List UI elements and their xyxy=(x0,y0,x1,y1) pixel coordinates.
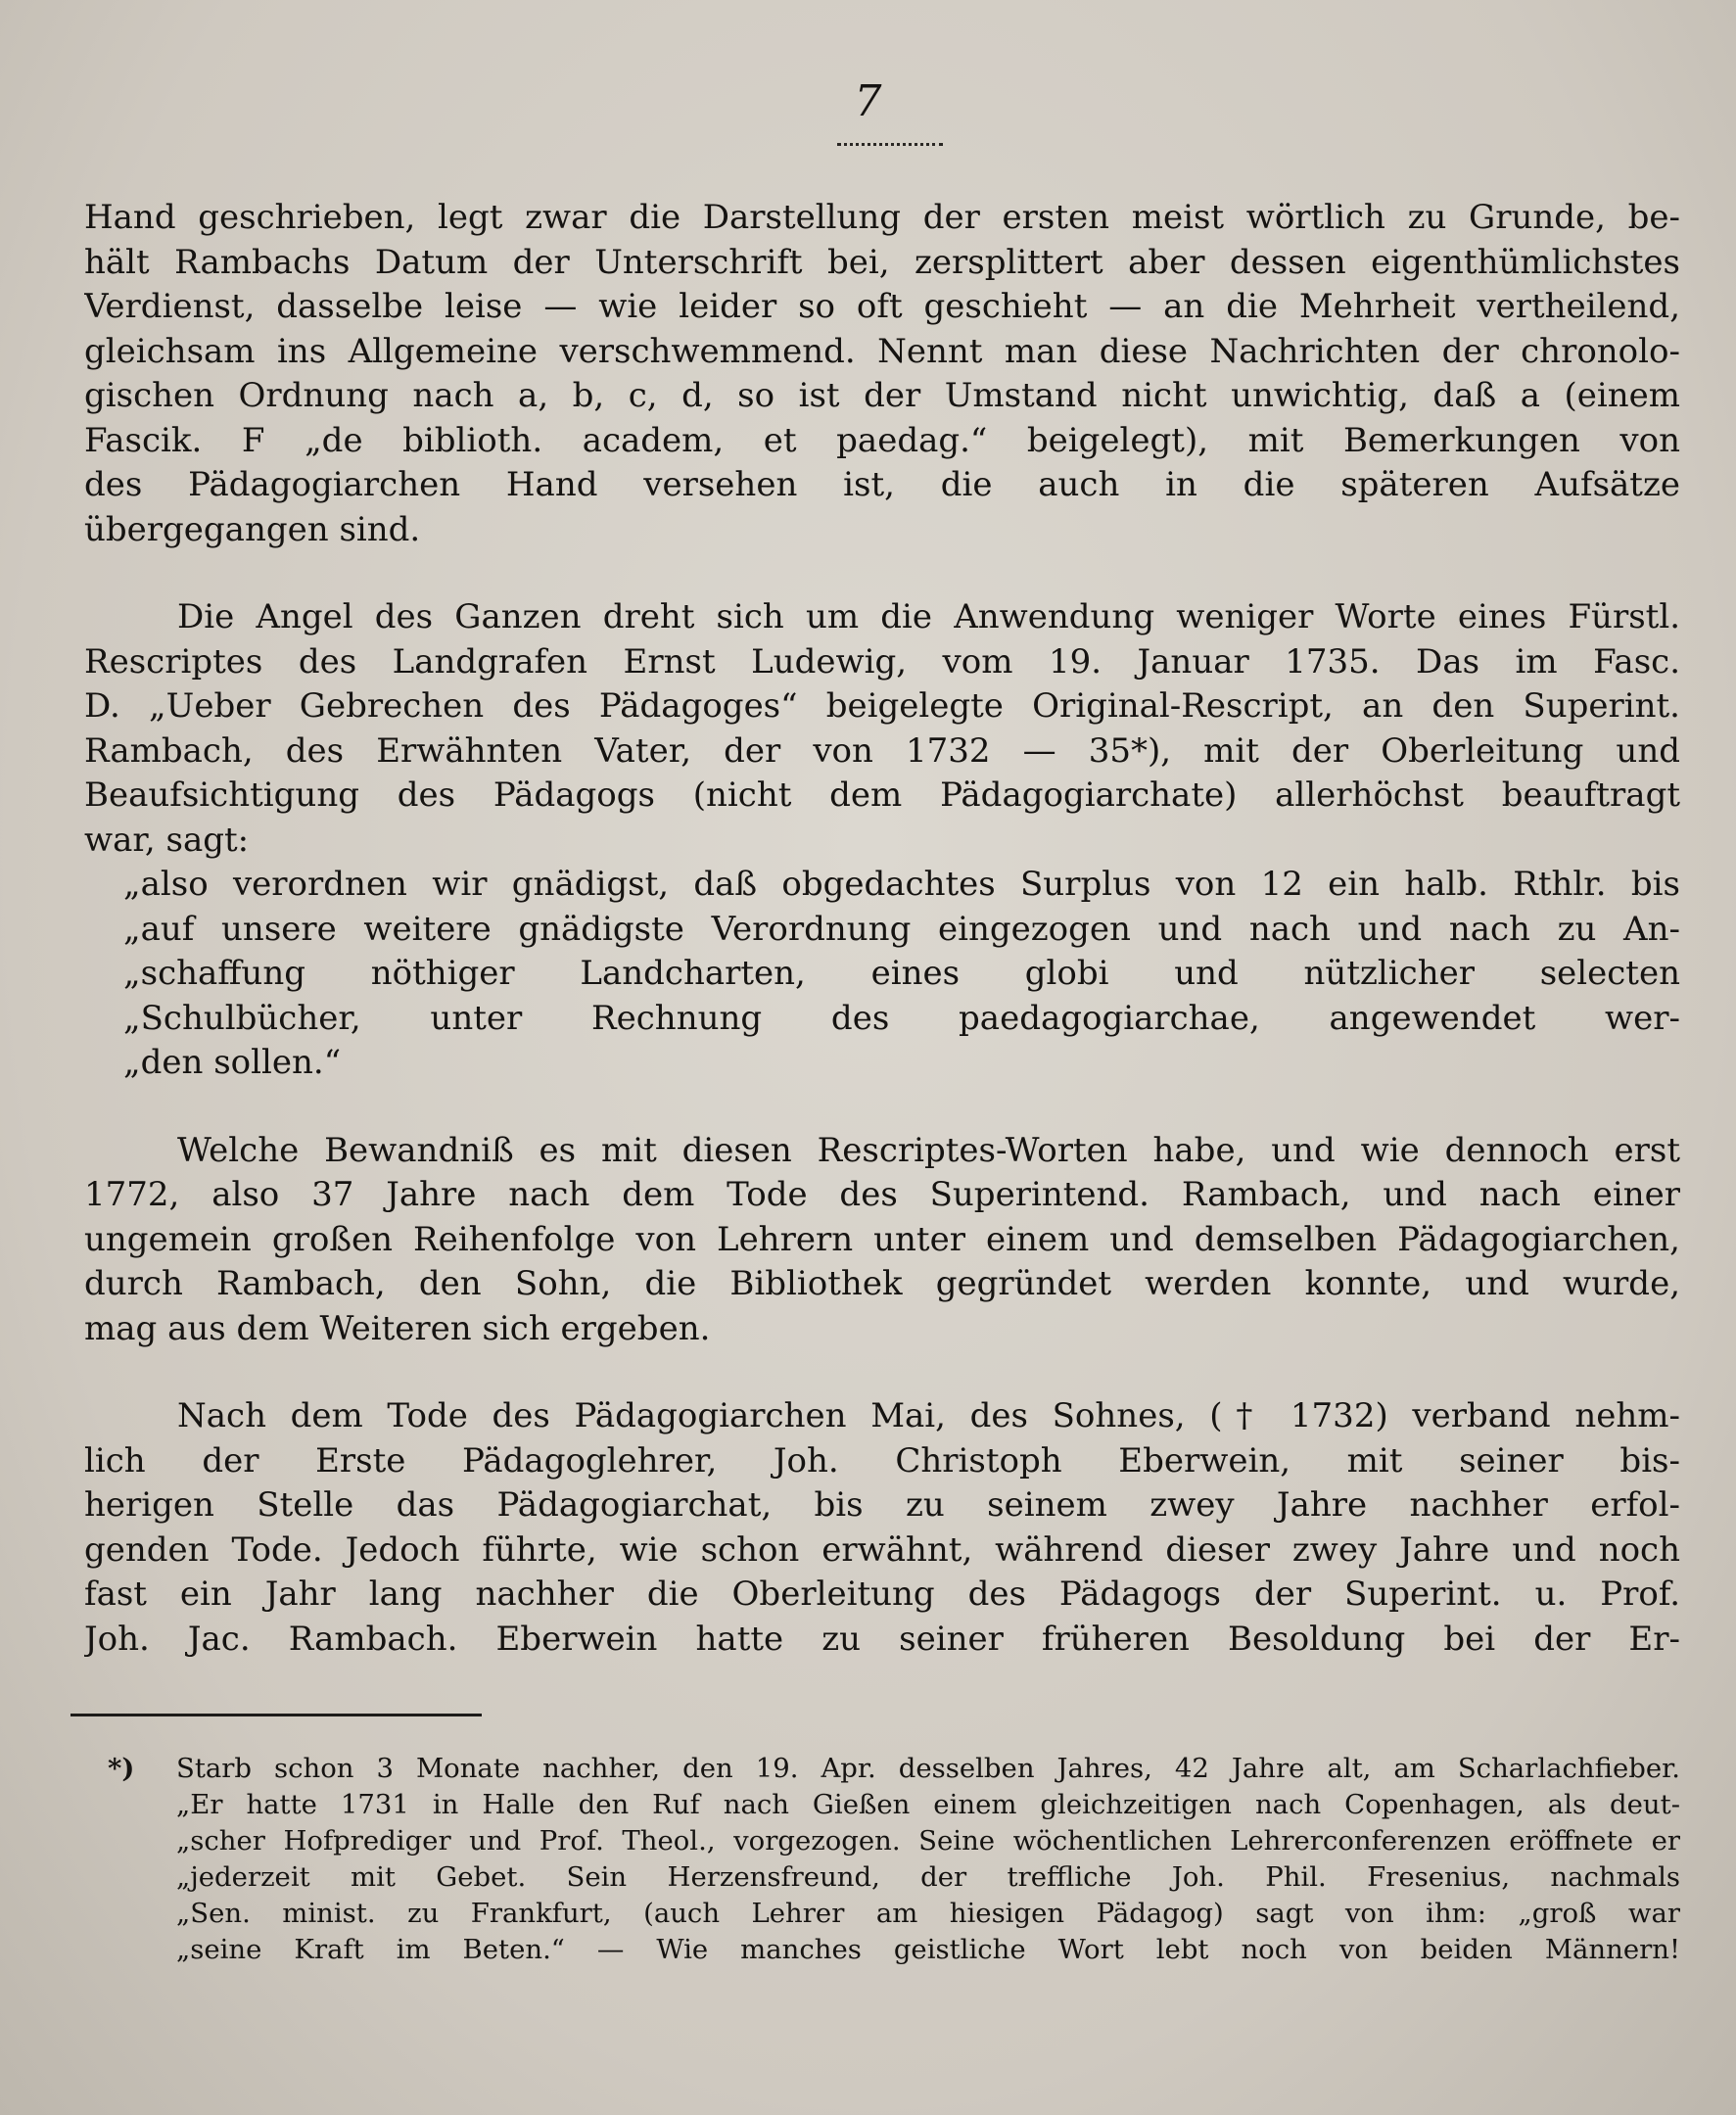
footnote-line: „jederzeit mit Gebet. Sein Herzensfreund, der treffliche Joh. Phil. Fresenius, nachmals xyxy=(176,1861,1680,1893)
page-number-ornament xyxy=(837,143,943,152)
footnote-line xyxy=(108,1751,1680,1787)
text-line: gischen Ordnung nach a, b, c, d, so ist der Umstand nicht unwichtig, daß a (einem xyxy=(84,376,1680,415)
quote-line: „den sollen.“ xyxy=(123,1043,342,1082)
footnote-marker: *) xyxy=(108,1753,135,1784)
text-line: mag aus dem Weiteren sich ergeben. xyxy=(84,1308,711,1348)
text-line: herigen Stelle das Pädagogiarchat, bis zu seinem zwey Jahre nachher erfol- xyxy=(84,1485,1680,1525)
quote-line: „Schulbücher, unter Rechnung des paedagogiarchae, angewendet wer- xyxy=(123,998,1680,1038)
paragraph-1 xyxy=(84,196,1680,552)
text-line: Die Angel des Ganzen dreht sich um die Anwendung weniger Worte eines Fürstl. xyxy=(177,597,1680,636)
footnote-line: „Sen. minist. zu Frankfurt, (auch Lehrer am hiesigen Pädagog) sagt von ihm: „groß war xyxy=(176,1898,1680,1929)
text-line: Rambach, des Erwähnten Vater, der von 1732 — 35*), mit der Oberleitung und xyxy=(84,730,1680,771)
text-line: Rescriptes des Landgrafen Ernst Ludewig, vom 19. Januar 1735. Das im Fasc. xyxy=(84,641,1680,682)
footnote-text: Starb schon 3 Monate nachher, den 19. Apr. desselben Jahres, 42 Jahre alt, am Scharlachfieber. xyxy=(176,1753,1680,1784)
text-line: durch Rambach, den Sohn, die Bibliothek gegründet werden konnte, und wurde, xyxy=(84,1264,1680,1303)
quote-line: „schaffung nöthiger Landcharten, eines globi und nützlicher selecten xyxy=(123,954,1680,993)
quote-line: „also verordnen wir gnädigst, daß obgedachtes Surplus von 12 ein halb. Rthlr. bis xyxy=(123,865,1680,904)
text-line: Joh. Jac. Rambach. Eberwein hatte zu seiner früheren Besoldung bei der Er- xyxy=(84,1619,1680,1659)
paragraph-2 xyxy=(84,595,1680,863)
text-line: D. „Ueber Gebrechen des Pädagoges“ beigelegte Original-Rescript, an den Superint. xyxy=(84,686,1680,726)
text-line: des Pädagogiarchen Hand versehen ist, die auch in die späteren Aufsätze xyxy=(84,465,1680,504)
main-text xyxy=(84,196,1680,1662)
text-line: 1772, also 37 Jahre nach dem Tode des Superintend. Rambach, und nach einer xyxy=(84,1175,1680,1214)
text-line: genden Tode. Jedoch führte, wie schon erwähnt, während dieser zwey Jahre und noch xyxy=(84,1529,1680,1570)
paragraph-4 xyxy=(84,1394,1680,1662)
text-line: fast ein Jahr lang nachher die Oberleitung des Pädagogs der Superint. u. Prof. xyxy=(84,1574,1680,1614)
rescript-quote xyxy=(84,863,1680,1086)
paragraph-3 xyxy=(84,1129,1680,1352)
footnote xyxy=(108,1751,1680,1968)
text-line: gleichsam ins Allgemeine verschwemmend. Nennt man diese Nachrichten der chronolo- xyxy=(84,331,1680,371)
text-line: Nach dem Tode des Pädagogiarchen Mai, des Sohnes, († 1732) verband nehm- xyxy=(177,1396,1680,1435)
text-line: Welche Bewandniß es mit diesen Rescriptes-Worten habe, und wie dennoch erst xyxy=(177,1130,1680,1170)
text-line: Hand geschrieben, legt zwar die Darstellung der ersten meist wörtlich zu Grunde, be- xyxy=(84,198,1680,237)
text-line: Verdienst, dasselbe leise — wie leider so oft geschieht — an die Mehrheit vertheilend, xyxy=(84,287,1680,326)
text-line: Beaufsichtigung des Pädagogs (nicht dem Pädagogiarchate) allerhöchst beauftragt xyxy=(84,776,1680,815)
text-line: war, sagt: xyxy=(84,820,250,860)
quote-line: „auf unsere weitere gnädigste Verordnung eingezogen und nach und nach zu An- xyxy=(123,909,1680,949)
text-line: hält Rambachs Datum der Unterschrift bei, zersplittert aber dessen eigenthümlichstes xyxy=(84,242,1680,282)
footnote-line: „scher Hofprediger und Prof. Theol., vorgezogen. Seine wöchentlichen Lehrerconferenzen eröffnete er xyxy=(176,1825,1680,1856)
footnote-line: „seine Kraft im Beten.“ — Wie manches geistliche Wort lebt noch von beiden Männern! xyxy=(176,1934,1680,1965)
text-line: Fascik. F „de biblioth. academ, et paedag.“ beigelegt), mit Bemerkungen von xyxy=(84,420,1680,460)
text-line: lich der Erste Pädagoglehrer, Joh. Christoph Eberwein, mit seiner bis- xyxy=(84,1440,1680,1480)
text-line: ungemein großen Reihenfolge von Lehrern unter einem und demselben Pädagogiarchen, xyxy=(84,1219,1680,1259)
footnote-line: „Er hatte 1731 in Halle den Ruf nach Gießen einem gleichzeitigen nach Copenhagen, als deut- xyxy=(176,1789,1680,1820)
page-number: 7 xyxy=(854,76,882,126)
text-line: übergegangen sind. xyxy=(84,509,421,549)
footnote-rule xyxy=(70,1714,482,1716)
